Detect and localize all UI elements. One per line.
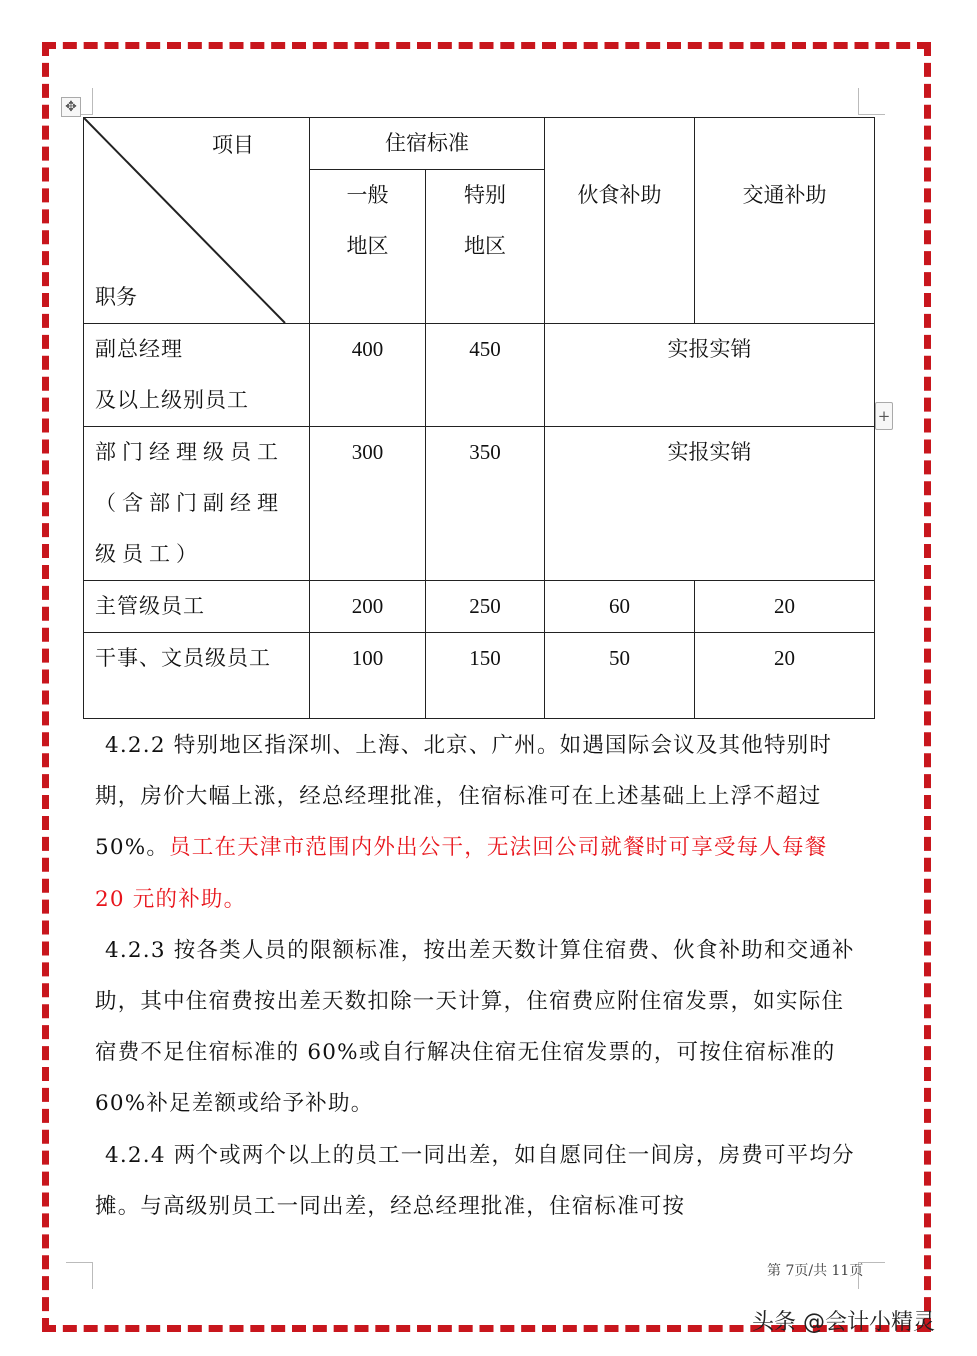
- role-cell: 干事、文员级员工: [84, 633, 310, 719]
- meal-allowance-value: 50: [545, 633, 695, 719]
- source-watermark: 头条 @会计小精灵: [752, 1310, 935, 1335]
- travel-allowance-table: [83, 117, 875, 719]
- general-area-value: 300: [310, 427, 426, 581]
- meal-allowance-header: 伙食补助: [545, 118, 695, 324]
- reimburse-actual-cell: 实报实销: [545, 427, 875, 581]
- header-item-label: 项目: [212, 133, 254, 157]
- transport-allowance-value: 20: [695, 581, 875, 633]
- paragraph-4-2-2: 4.2.2 特别地区指深圳、上海、北京、广州。如遇国际会议及其他特别时期，房价大幅上涨，经总经理批准，住宿标准可在上述基础上上浮不超过 50%。员工在天津市范围内外出公干，无法回公司就餐时可享受每人每餐 20 元的补助。: [95, 733, 833, 912]
- paragraph-4-2-4: 4.2.4 两个或两个以上的员工一同出差，如自愿同住一间房，房费可平均分摊。与高级别员工一同出差，经总经理批准，住宿标准可按: [95, 1142, 855, 1219]
- paragraph-4-2-3: 4.2.3 按各类人员的限额标准，按出差天数计算住宿费、伙食补助和交通补助，其中住宿费按出差天数扣除一天计算，住宿费应附住宿发票，如实际住宿费不足住宿标准的 60%或自行解决住宿无住宿发票的，可按住宿标准的 60%补足差额或给予补助。: [95, 937, 855, 1117]
- special-area-value: 150: [426, 633, 545, 719]
- special-area-value: 250: [426, 581, 545, 633]
- body-text: [95, 720, 863, 1232]
- role-cell: 副总经理 及以上级别员工: [84, 324, 310, 427]
- general-area-value: 100: [310, 633, 426, 719]
- table-row: [84, 581, 875, 633]
- reimburse-actual-cell: 实报实销: [545, 324, 875, 427]
- highlighted-meal-subsidy-text: 员工在天津市范围内外出公干，无法回公司就餐时可享受每人每餐 20 元的补助。: [95, 835, 828, 912]
- lodging-standard-header: 住宿标准: [310, 118, 545, 170]
- table-add-column-icon[interactable]: +: [875, 402, 893, 430]
- page-corner-mark: [66, 1262, 93, 1289]
- general-area-header: 一般 地区: [310, 170, 426, 324]
- table-row: [84, 633, 875, 719]
- general-area-value: 400: [310, 324, 426, 427]
- header-position-label: 职务: [95, 285, 137, 309]
- role-cell: 主管级员工: [84, 581, 310, 633]
- special-area-value: 450: [426, 324, 545, 427]
- role-cell: 部门经理级员工 （含部门副经理 级员工）: [84, 427, 310, 581]
- table-row: [84, 324, 875, 427]
- table-move-handle-icon[interactable]: ✥: [61, 97, 81, 117]
- general-area-value: 200: [310, 581, 426, 633]
- transport-allowance-value: 20: [695, 633, 875, 719]
- page-corner-mark: [858, 88, 885, 115]
- transport-allowance-header: 交通补助: [695, 118, 875, 324]
- diagonal-header-cell: [84, 118, 310, 324]
- table-row: [84, 427, 875, 581]
- special-area-value: 350: [426, 427, 545, 581]
- special-area-header: 特别 地区: [426, 170, 545, 324]
- meal-allowance-value: 60: [545, 581, 695, 633]
- page-number: 第 7页/共 11页: [767, 1263, 864, 1279]
